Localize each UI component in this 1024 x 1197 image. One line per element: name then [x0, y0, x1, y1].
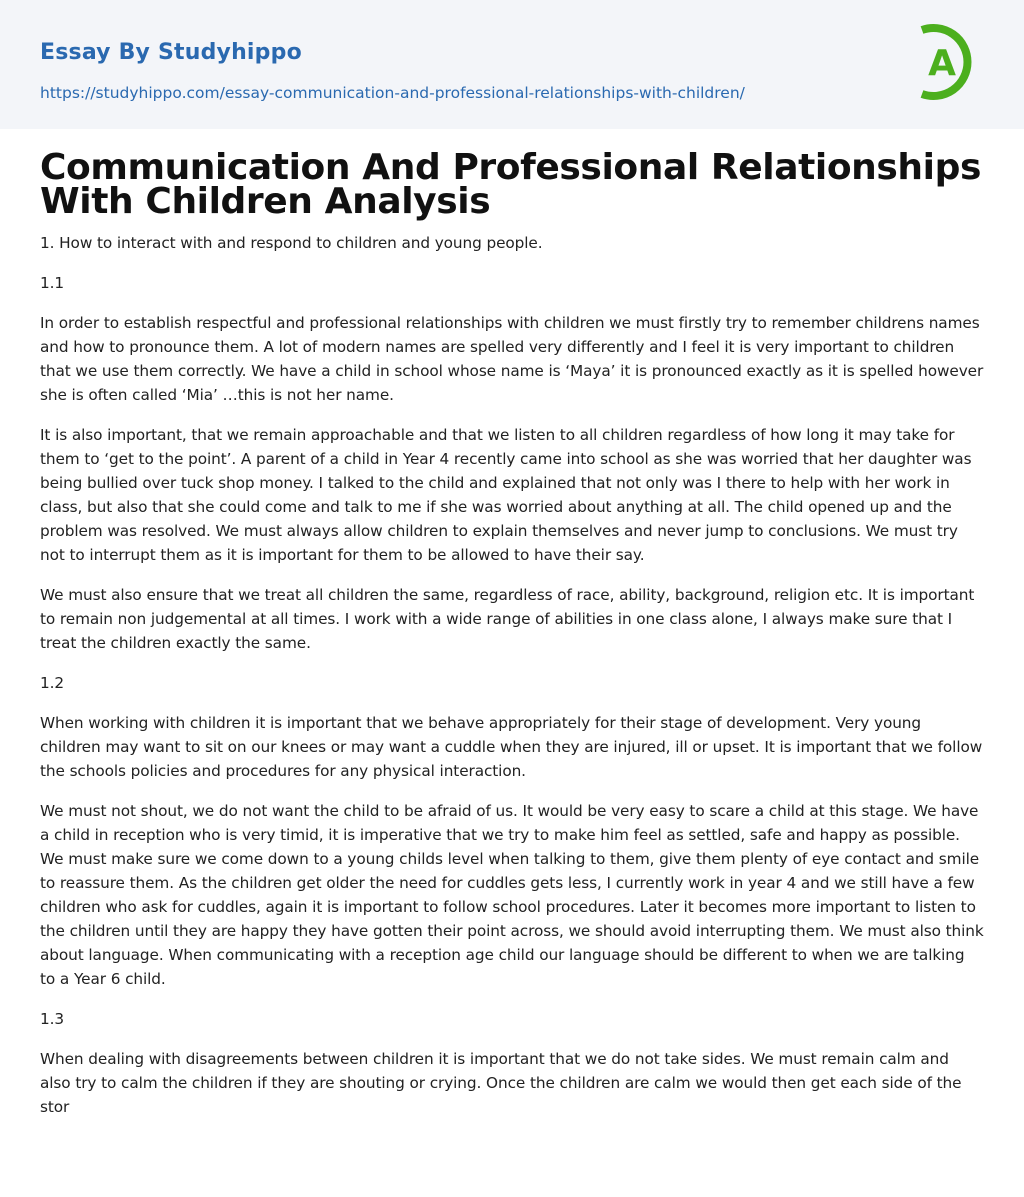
brand-title[interactable]: Essay By Studyhippo: [40, 40, 302, 65]
section-heading-1-2: 1.2: [40, 674, 65, 692]
section-heading-1-1: 1.1: [40, 274, 65, 292]
paragraph: When working with children it is important that we behave appropriately for their stage of development. Very young children may want to sit on our knees or may want a cuddle when they are injured, ill or upset. It is important that we follow the schools policies and procedures for any physical interaction.: [40, 714, 983, 780]
paragraph-intro: 1. How to interact with and respond to children and young people.: [40, 234, 543, 252]
paragraph-truncated: When dealing with disagreements between children it is important that we do not take sides. We must remain calm and also try to calm the children if they are shouting or crying. Once the children are calm we would then get each side of the stor: [40, 1050, 962, 1116]
studyhippo-logo-icon[interactable]: [914, 20, 986, 104]
section-heading-1-3: 1.3: [40, 1010, 65, 1028]
essay-url-link[interactable]: https://studyhippo.com/essay-communication-and-professional-relationships-with-children/: [40, 84, 745, 102]
paragraph: In order to establish respectful and professional relationships with children we must firstly try to remember childrens names and how to pronounce them. A lot of modern names are spelled very differently and I feel it is very important to children that we use them correctly. We have a child in school whose name is ‘Maya’ it is pronounced exactly as it is spelled however she is often called ‘Mia’ …this is not her name.: [40, 314, 984, 404]
page-title: Communication And Professional Relationships With Children Analysis: [40, 147, 981, 222]
paragraph: We must not shout, we do not want the child to be afraid of us. It would be very easy to scare a child at this stage. We have a child in reception who is very timid, it is imperative that we try to make him feel as settled, safe and happy as possible. We must make sure we come down to a young childs level when talking to them, give them plenty of eye contact and smile to reassure them. As the children get older the need for cuddles gets less, I currently work in year 4 and we still have a few children who ask for cuddles, again it is important to follow school procedures. Later it becomes more important to listen to the children until they are happy they have gotten their point across, we should avoid interrupting them. We must also think about language. When communicating with a reception age child our language should be different to when we are talking to a Year 6 child.: [40, 802, 984, 988]
logo-letter: A: [928, 43, 956, 84]
site-header: [0, 0, 1024, 129]
article-body: [0, 129, 1024, 1119]
paragraph: It is also important, that we remain approachable and that we listen to all children regardless of how long it may take for them to ‘get to the point’. A parent of a child in Year 4 recently came into school as she was worried that her daughter was being bullied over tuck shop money. I talked to the child and explained that not only was I there to help with her work in class, but also that she could come and talk to me if she was worried about anything at all. The child opened up and the problem was resolved. We must always allow children to explain themselves and never jump to conclusions. We must try not to interrupt them as it is important for them to be allowed to have their say.: [40, 426, 972, 564]
paragraph: We must also ensure that we treat all children the same, regardless of race, ability, background, religion etc. It is important to remain non judgemental at all times. I work with a wide range of abilities in one class alone, I always make sure that I treat the children exactly the same.: [40, 586, 975, 652]
